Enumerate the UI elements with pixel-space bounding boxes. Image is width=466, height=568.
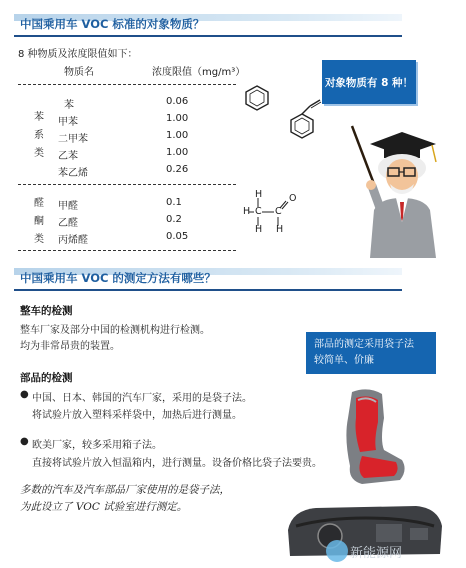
- benzene-ring-icon: [244, 84, 270, 112]
- atom-label: C: [255, 206, 262, 217]
- category-char: 类: [34, 148, 44, 159]
- callout-box-parts: [306, 332, 436, 374]
- section1-title: 中国乘用车 VOC 标准的对象物质？: [20, 17, 205, 31]
- section1-rule: [14, 35, 402, 37]
- substance-limit: 1.00: [166, 147, 189, 158]
- substance-limit: 0.2: [166, 214, 182, 225]
- substance-limit: 1.00: [166, 113, 189, 124]
- bullet-text: 将试验片放入塑料采样袋中，加热后进行测量。: [32, 410, 242, 421]
- atom-label: H: [276, 224, 284, 235]
- category-char: 醛: [34, 198, 44, 209]
- substance-name: 甲苯: [58, 117, 78, 128]
- conclusion-text: 多数的汽车及汽车部品厂家使用的是袋子法，: [20, 484, 230, 496]
- substance-name: 苯乙烯: [58, 168, 88, 179]
- section2-title: 中国乘用车 VOC 的测定方法有哪些？: [20, 271, 216, 285]
- bullet-text: 中国、日本、韩国的汽车厂家，采用的是袋子法。: [32, 393, 252, 404]
- category-char: 系: [34, 130, 44, 141]
- car-seat-illustration: [338, 388, 412, 488]
- atom-label: O: [289, 193, 297, 204]
- substance-name: 二甲苯: [58, 134, 88, 145]
- substance-name: 乙醛: [58, 218, 78, 229]
- category-char: 苯: [34, 112, 44, 123]
- bullet-text: 欧美厂家，较多采用箱子法。: [32, 440, 162, 451]
- substance-name: 乙苯: [58, 151, 78, 162]
- substance-limit: 1.00: [166, 130, 189, 141]
- substance-name: 丙烯醛: [58, 235, 88, 246]
- bullet-icon: ●: [20, 389, 29, 400]
- conclusion-text: 为此设立了 VOC 试验室进行测定。: [20, 501, 188, 513]
- watermark-text: 新能源网: [350, 546, 403, 561]
- styrene-structure-icon: [288, 96, 326, 146]
- vehicle-test-line: 均为非常昂贵的装置。: [20, 341, 120, 352]
- vehicle-test-line: 整车厂家及部分中国的检测机构进行检测。: [20, 325, 210, 336]
- table-rule-bottom: [18, 250, 236, 251]
- watermark-logo-icon: [326, 540, 348, 562]
- intro-text: 8 种物质及浓度限值如下：: [18, 49, 138, 60]
- substance-limit: 0.05: [166, 231, 189, 242]
- parts-test-heading: 部品的检测: [20, 372, 73, 384]
- callout-line: 部品的测定采用袋子法: [314, 339, 414, 350]
- atom-label: H: [255, 224, 263, 235]
- section2-rule: [14, 289, 402, 291]
- atom-label: C: [275, 206, 282, 217]
- table-rule-top: [18, 84, 236, 85]
- category-char: 酮: [34, 216, 44, 227]
- substance-limit: 0.06: [166, 96, 189, 107]
- bullet-icon: ●: [20, 436, 29, 447]
- substance-name: 甲醛: [58, 201, 78, 212]
- professor-illustration: [340, 118, 450, 258]
- substance-name: 苯: [64, 100, 74, 111]
- callout-box-substances: 对象物质有 8 种！: [322, 60, 416, 104]
- callout-line: 较简单、价廉: [314, 355, 374, 366]
- vehicle-test-heading: 整车的检测: [20, 305, 73, 317]
- table-rule-middle: [18, 184, 236, 185]
- atom-label: H: [243, 206, 251, 217]
- col-header-limit: 浓度限值（mg/m³）: [152, 67, 246, 78]
- substance-limit: 0.1: [166, 197, 182, 208]
- atom-label: H: [255, 189, 263, 200]
- col-header-name: 物质名: [64, 67, 94, 78]
- substance-limit: 0.26: [166, 164, 189, 175]
- category-char: 类: [34, 234, 44, 245]
- bullet-text: 直接将试验片放入恒温箱内，进行测量。设备价格比袋子法要贵。: [32, 458, 322, 469]
